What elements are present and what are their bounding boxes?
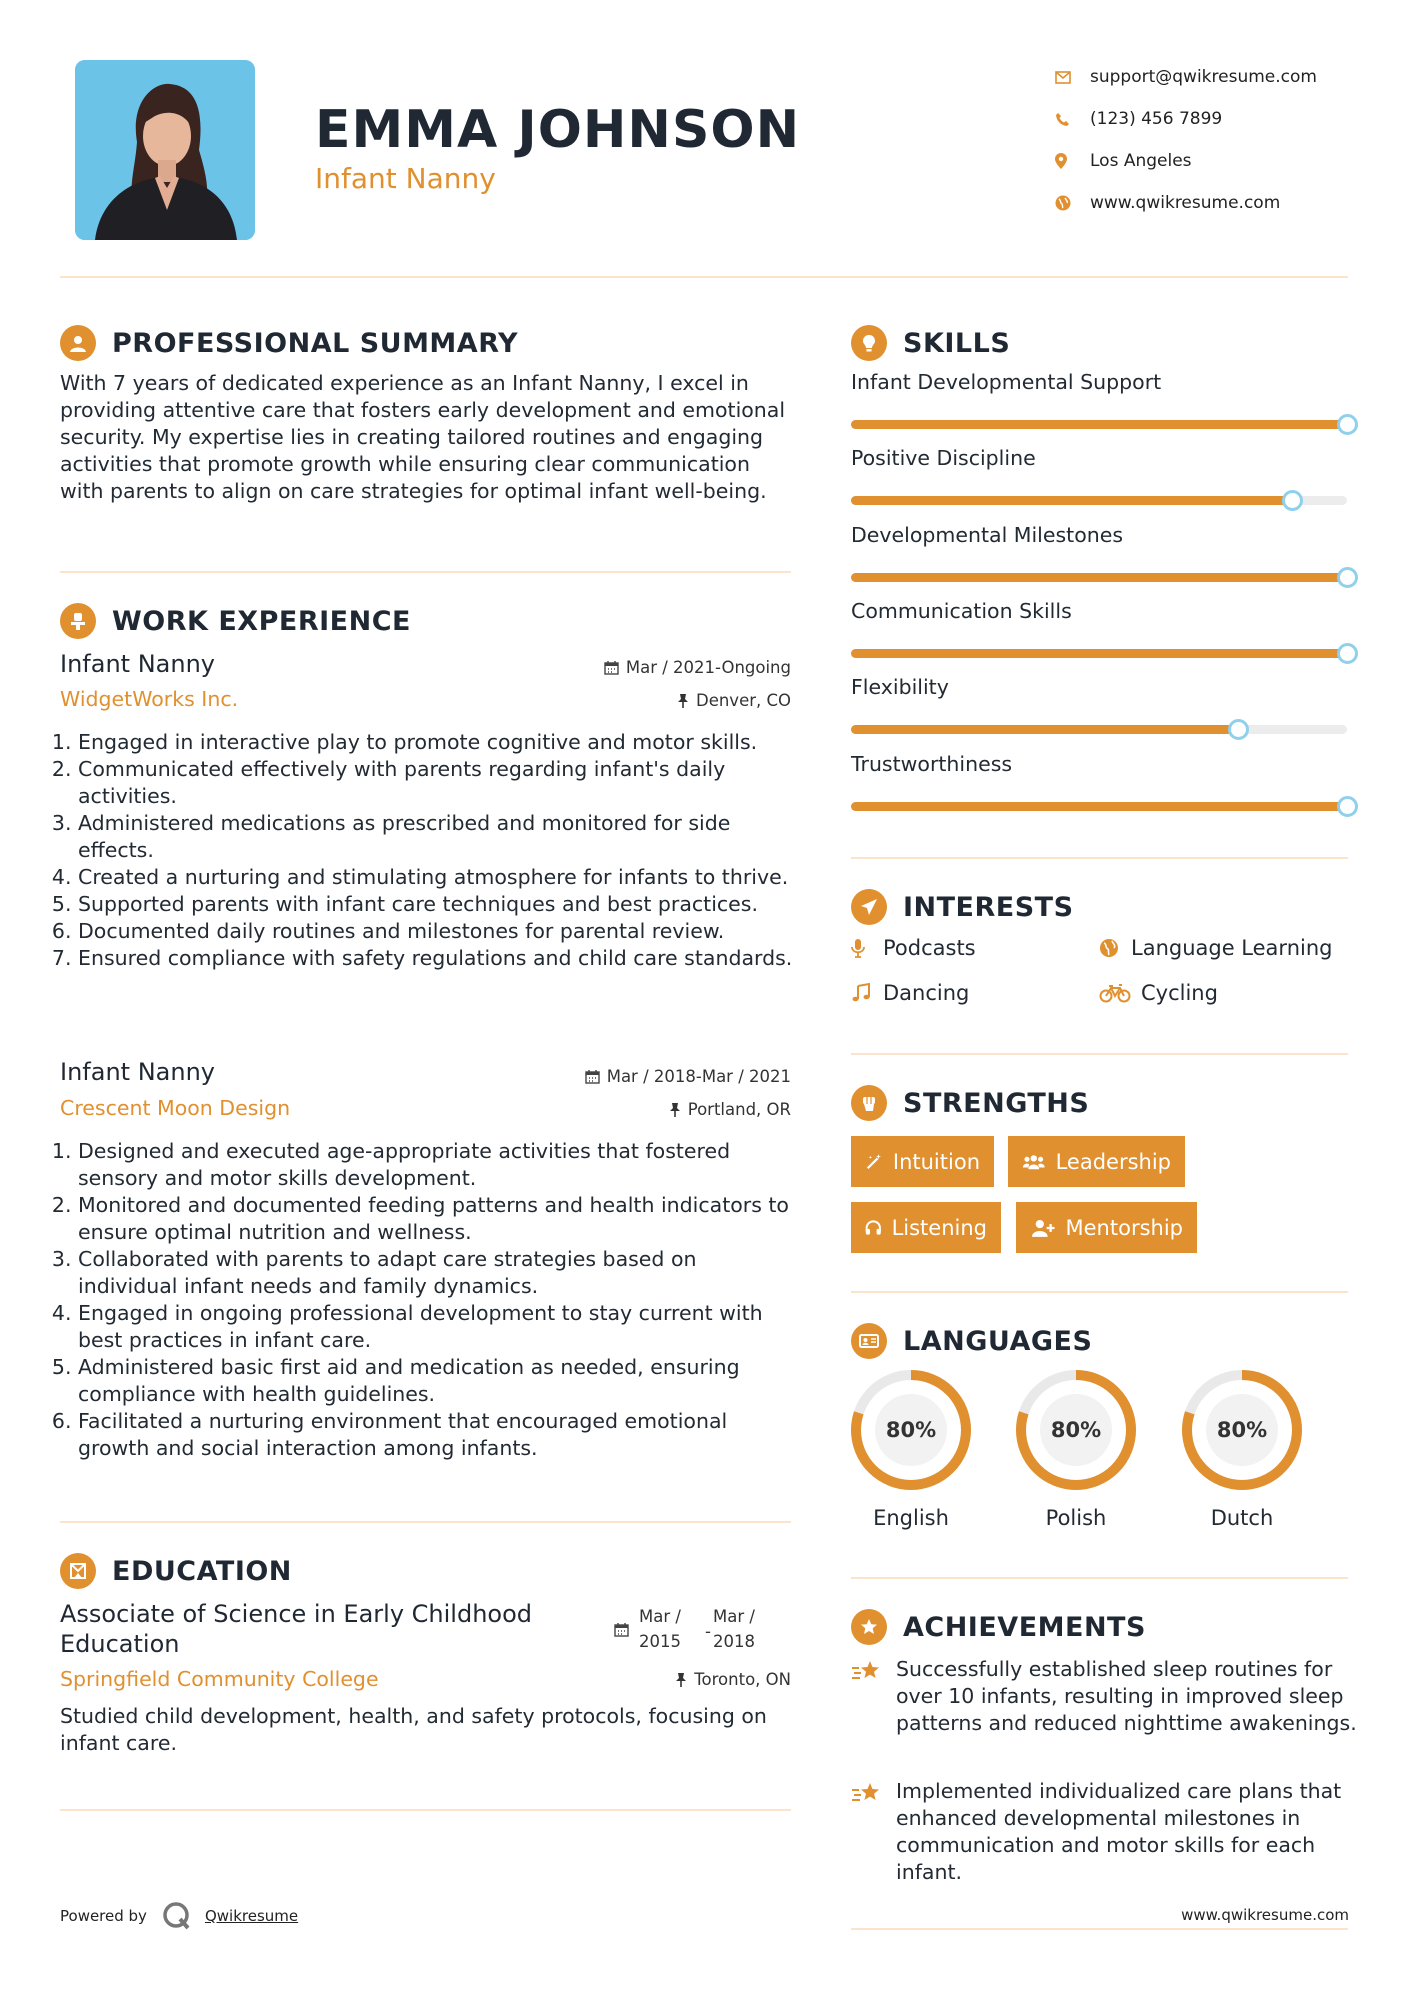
skill-knob bbox=[1337, 643, 1358, 664]
strength-intuition bbox=[851, 1136, 994, 1187]
shooting-star-icon bbox=[851, 1778, 896, 1886]
education-school: Springfield Community College bbox=[60, 1667, 379, 1691]
contact-location-text: Los Angeles bbox=[1090, 151, 1192, 171]
summary-divider bbox=[60, 571, 791, 573]
phone-icon bbox=[1055, 112, 1090, 127]
list-item: 7. Ensured compliance with safety regulations and child care standards. bbox=[78, 945, 795, 972]
languages-divider bbox=[851, 1577, 1348, 1579]
list-item: 1. Designed and executed age-appropriate activities that fostered sensory and motor skills development. bbox=[78, 1138, 800, 1192]
skill-track bbox=[851, 573, 1347, 582]
header-divider bbox=[60, 276, 1348, 278]
music-note-icon bbox=[851, 983, 883, 1003]
skill-fill bbox=[851, 496, 1292, 505]
languages-title: LANGUAGES bbox=[903, 1325, 1093, 1357]
language-name: Dutch bbox=[1210, 1506, 1274, 1530]
skill-name: Trustworthiness bbox=[851, 752, 1013, 776]
summary-heading bbox=[60, 325, 518, 361]
star-badge-icon bbox=[851, 1609, 887, 1645]
graduation-icon bbox=[60, 1553, 96, 1589]
magic-wand-icon bbox=[865, 1152, 883, 1172]
skill-knob bbox=[1282, 490, 1303, 511]
list-item: 2. Communicated effectively with parents regarding infant's daily activities. bbox=[78, 756, 795, 810]
education-date-start bbox=[639, 1604, 681, 1654]
microphone-icon bbox=[851, 938, 883, 958]
calendar-icon bbox=[604, 660, 619, 675]
job-1-location-text: Denver, CO bbox=[695, 691, 791, 710]
education-date-start-month: Mar / bbox=[639, 1607, 681, 1626]
job-1-date-text: Mar / 2021-Ongoing bbox=[625, 658, 791, 677]
skill-name: Flexibility bbox=[851, 675, 949, 699]
map-pin-icon bbox=[1055, 153, 1090, 169]
skills-heading bbox=[851, 325, 1010, 361]
education-description: Studied child development, health, and safety protocols, focusing on infant care. bbox=[60, 1704, 767, 1755]
achievement-item bbox=[851, 1778, 1361, 1886]
brand-link[interactable]: Qwikresume bbox=[204, 1907, 299, 1925]
users-icon bbox=[1022, 1152, 1046, 1172]
skill-fill bbox=[851, 420, 1347, 429]
interest-language-learning bbox=[1099, 936, 1332, 960]
job-2-location bbox=[669, 1100, 791, 1119]
job-2-date bbox=[585, 1067, 791, 1086]
bicycle-icon bbox=[1099, 983, 1141, 1003]
skill-row bbox=[851, 752, 1351, 776]
skill-knob bbox=[1337, 796, 1358, 817]
education-date-end-month: Mar / bbox=[712, 1607, 755, 1626]
languages-heading bbox=[851, 1323, 1092, 1359]
job-2-company: Crescent Moon Design bbox=[60, 1096, 291, 1120]
job-2-date-text: Mar / 2018-Mar / 2021 bbox=[606, 1067, 791, 1086]
shooting-star-icon bbox=[851, 1656, 896, 1737]
interest-label: Language Learning bbox=[1131, 936, 1333, 960]
skill-track bbox=[851, 420, 1347, 429]
achievements-heading bbox=[851, 1609, 1146, 1645]
experience-title: WORK EXPERIENCE bbox=[112, 605, 411, 637]
pushpin-icon bbox=[669, 1102, 681, 1117]
skill-name: Infant Developmental Support bbox=[851, 370, 1162, 394]
skills-divider bbox=[851, 857, 1348, 859]
job-1-title: Infant Nanny bbox=[60, 650, 215, 678]
skill-row bbox=[851, 523, 1351, 547]
skill-track bbox=[851, 725, 1347, 734]
user-icon bbox=[60, 325, 96, 361]
list-item: 5. Administered basic first aid and medication as needed, ensuring compliance with health guidelines. bbox=[78, 1354, 800, 1408]
contact-location bbox=[1055, 140, 1355, 182]
education-title: EDUCATION bbox=[112, 1555, 292, 1587]
candidate-title: Infant Nanny bbox=[315, 162, 496, 195]
list-item: 4. Engaged in ongoing professional development to stay current with best practices in infant care. bbox=[78, 1300, 800, 1354]
job-2-title: Infant Nanny bbox=[60, 1058, 215, 1086]
language-polish bbox=[1014, 1368, 1138, 1530]
education-date-separator: - bbox=[705, 1621, 711, 1641]
contact-email-text: support@qwikresume.com bbox=[1090, 67, 1317, 87]
powered-by-label: Powered by bbox=[60, 1907, 147, 1925]
achievements-title: ACHIEVEMENTS bbox=[903, 1611, 1146, 1643]
skill-knob bbox=[1337, 414, 1358, 435]
contact-website-text: www.qwikresume.com bbox=[1090, 193, 1281, 213]
skill-track bbox=[851, 802, 1347, 811]
interest-label: Cycling bbox=[1141, 981, 1218, 1005]
interest-cycling bbox=[1099, 981, 1218, 1005]
education-date-end-year: 2018 bbox=[712, 1632, 755, 1651]
contact-list bbox=[1055, 56, 1355, 224]
experience-divider bbox=[60, 1521, 791, 1523]
skill-knob bbox=[1337, 567, 1358, 588]
skill-fill bbox=[851, 573, 1347, 582]
skill-track bbox=[851, 649, 1347, 658]
summary-text: With 7 years of dedicated experience as an Infant Nanny, I excel in providing attentive care that fosters early development and emotional security. My expertise lies in creating tailored routines and engaging activities that promote growth while ensuring clear communication with parents to align on care strategies for optimal infant well-being. bbox=[60, 371, 786, 503]
education-date bbox=[614, 1604, 755, 1654]
summary-title: PROFESSIONAL SUMMARY bbox=[112, 327, 519, 359]
list-item: 6. Documented daily routines and milestones for parental review. bbox=[78, 918, 795, 945]
language-name: Polish bbox=[1045, 1506, 1107, 1530]
skill-fill bbox=[851, 802, 1347, 811]
education-divider bbox=[60, 1809, 791, 1811]
person-silhouette bbox=[75, 60, 255, 240]
interests-divider bbox=[851, 1053, 1348, 1055]
footer-website[interactable]: www.qwikresume.com bbox=[1181, 1906, 1349, 1924]
candidate-name: EMMA JOHNSON bbox=[315, 100, 801, 160]
envelope-icon bbox=[1055, 71, 1090, 84]
qwikresume-logo-icon bbox=[161, 1900, 193, 1932]
globe-icon bbox=[1099, 938, 1131, 958]
interest-podcasts bbox=[851, 936, 976, 960]
briefcase-icon bbox=[60, 603, 96, 639]
calendar-icon bbox=[585, 1069, 600, 1084]
skill-fill bbox=[851, 725, 1238, 734]
language-percent: 80% bbox=[885, 1418, 937, 1442]
strength-leadership bbox=[1008, 1136, 1185, 1187]
education-degree: Associate of Science in Early Childhood Education bbox=[60, 1600, 533, 1658]
job-2-bullets bbox=[60, 1138, 800, 1462]
skill-track bbox=[851, 496, 1347, 505]
skill-name: Developmental Milestones bbox=[851, 523, 1124, 547]
strengths-title: STRENGTHS bbox=[903, 1087, 1090, 1119]
lightbulb-icon bbox=[851, 325, 887, 361]
interest-label: Dancing bbox=[883, 981, 970, 1005]
profile-photo bbox=[75, 60, 255, 240]
fist-icon bbox=[851, 1085, 887, 1121]
skill-row bbox=[851, 599, 1351, 623]
pushpin-icon bbox=[677, 693, 689, 708]
strength-label: Listening bbox=[891, 1215, 987, 1240]
list-item: 4. Created a nurturing and stimulating atmosphere for infants to thrive. bbox=[78, 864, 795, 891]
contact-phone-text: (123) 456 7899 bbox=[1090, 109, 1223, 129]
contact-email[interactable] bbox=[1055, 56, 1355, 98]
contact-phone[interactable] bbox=[1055, 98, 1355, 140]
footer-powered-by bbox=[60, 1900, 298, 1932]
job-1-location bbox=[677, 691, 791, 710]
globe-icon bbox=[1055, 195, 1090, 211]
interests-title: INTERESTS bbox=[903, 891, 1074, 923]
strength-label: Intuition bbox=[892, 1149, 980, 1174]
list-item: 3. Administered medications as prescribed and monitored for side effects. bbox=[78, 810, 795, 864]
language-percent: 80% bbox=[1216, 1418, 1268, 1442]
id-card-icon bbox=[851, 1323, 887, 1359]
language-name: English bbox=[873, 1506, 949, 1530]
list-item: 2. Monitored and documented feeding patterns and health indicators to ensure optimal nutrition and wellness. bbox=[78, 1192, 800, 1246]
calendar-icon bbox=[614, 1622, 629, 1637]
interest-label: Podcasts bbox=[883, 936, 976, 960]
user-plus-icon bbox=[1030, 1218, 1056, 1238]
footer-divider bbox=[851, 1928, 1348, 1930]
list-item: 6. Facilitated a nurturing environment that encouraged emotional growth and social interaction among infants. bbox=[78, 1408, 800, 1462]
education-location bbox=[675, 1670, 791, 1689]
strength-label: Leadership bbox=[1055, 1149, 1171, 1174]
job-1-company: WidgetWorks Inc. bbox=[60, 687, 239, 711]
interests-heading bbox=[851, 889, 1074, 925]
skill-fill bbox=[851, 649, 1347, 658]
skill-knob bbox=[1228, 719, 1249, 740]
achievement-text: Successfully established sleep routines for over 10 infants, resulting in improved sleep patterns and reduced nighttime awakenings. bbox=[896, 1657, 1357, 1735]
skill-name: Positive Discipline bbox=[851, 446, 1036, 470]
contact-website[interactable] bbox=[1055, 182, 1355, 224]
language-english bbox=[849, 1368, 973, 1530]
job-2-location-text: Portland, OR bbox=[687, 1100, 791, 1119]
list-item: 1. Engaged in interactive play to promote cognitive and motor skills. bbox=[78, 729, 795, 756]
skills-title: SKILLS bbox=[903, 327, 1011, 359]
strengths-heading bbox=[851, 1085, 1089, 1121]
interest-dancing bbox=[851, 981, 969, 1005]
education-heading bbox=[60, 1553, 292, 1589]
list-item: 5. Supported parents with infant care techniques and best practices. bbox=[78, 891, 795, 918]
list-item: 3. Collaborated with parents to adapt care strategies based on individual infant needs and family dynamics. bbox=[78, 1246, 800, 1300]
job-1-date bbox=[604, 658, 791, 677]
strength-mentorship bbox=[1016, 1202, 1197, 1253]
language-percent: 80% bbox=[1050, 1418, 1102, 1442]
skill-row bbox=[851, 370, 1351, 394]
language-dutch bbox=[1180, 1368, 1304, 1530]
experience-heading bbox=[60, 603, 411, 639]
education-location-text: Toronto, ON bbox=[694, 1670, 791, 1689]
strengths-divider bbox=[851, 1291, 1348, 1293]
paper-plane-icon bbox=[851, 889, 887, 925]
strength-label: Mentorship bbox=[1065, 1215, 1183, 1240]
pushpin-icon bbox=[675, 1672, 687, 1687]
strength-listening bbox=[851, 1202, 1001, 1253]
job-1-bullets bbox=[60, 729, 795, 972]
education-date-end bbox=[713, 1604, 755, 1654]
skill-name: Communication Skills bbox=[851, 599, 1072, 623]
skill-row bbox=[851, 446, 1351, 470]
achievement-text: Implemented individualized care plans that enhanced developmental milestones in communication and motor skills for each infant. bbox=[896, 1779, 1342, 1884]
achievement-item bbox=[851, 1656, 1361, 1737]
skill-row bbox=[851, 675, 1351, 699]
education-date-start-year: 2015 bbox=[639, 1632, 681, 1651]
headphones-icon bbox=[865, 1218, 882, 1238]
